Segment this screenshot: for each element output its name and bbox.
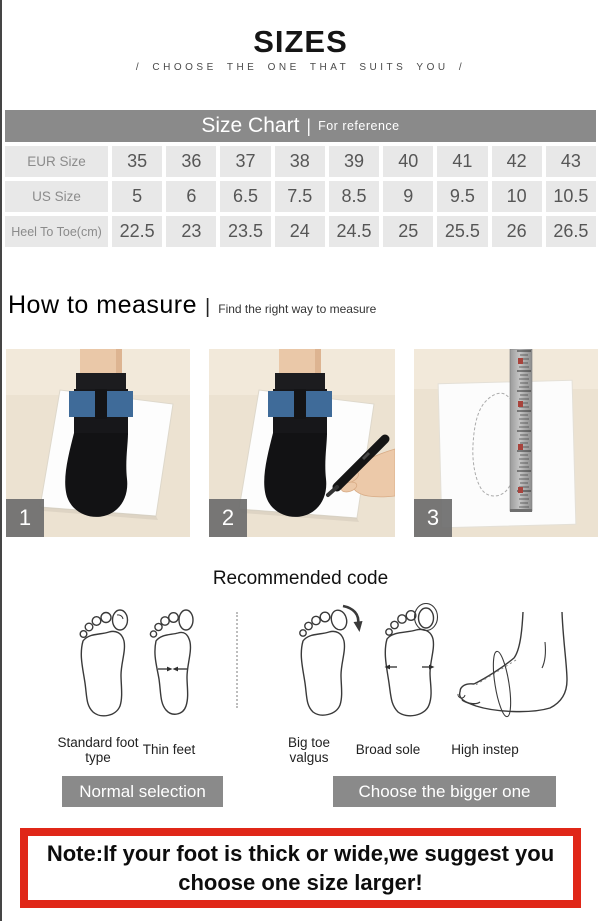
us-size-value: 5 xyxy=(112,181,162,212)
eur-size-value: 38 xyxy=(275,146,325,177)
eur-size-value: 35 xyxy=(112,146,162,177)
how-to-measure-subtitle: Find the right way to measure xyxy=(218,302,377,316)
us-size-value: 8.5 xyxy=(329,181,379,212)
foot-type-label: Thin feet xyxy=(142,742,196,757)
eur-size-value: 36 xyxy=(166,146,216,177)
how-to-measure-title: How to measure xyxy=(8,291,198,319)
page-title: SIZES xyxy=(253,24,348,59)
us-size-value: 10.5 xyxy=(546,181,596,212)
step-number-badge: 3 xyxy=(414,499,452,537)
foot-type-label: Big toe valgus xyxy=(287,735,331,765)
foot-type-label: High instep xyxy=(451,742,519,757)
how-to-measure-divider: | xyxy=(205,296,211,318)
size-note-box xyxy=(20,828,581,908)
heel-toe-value: 24.5 xyxy=(329,216,379,247)
measure-photo-step3 xyxy=(414,349,598,537)
heel-toe-value: 26 xyxy=(492,216,542,247)
size-chart-grid xyxy=(5,146,596,247)
note-line-1: Note:If your foot is thick or wide,we suggest you xyxy=(46,841,555,866)
heel-toe-value: 25.5 xyxy=(437,216,487,247)
choose-bigger-banner: Choose the bigger one xyxy=(333,776,556,807)
thin-feet-icon xyxy=(148,607,198,719)
us-size-value: 9 xyxy=(383,181,433,212)
eur-size-value: 42 xyxy=(492,146,542,177)
normal-selection-banner: Normal selection xyxy=(62,776,223,807)
measure-photo-step2 xyxy=(209,349,395,537)
eur-size-value: 41 xyxy=(437,146,487,177)
standard-foot-icon xyxy=(76,607,134,719)
step-number-badge: 1 xyxy=(6,499,44,537)
us-size-value: 6.5 xyxy=(220,181,270,212)
how-to-measure-heading xyxy=(8,291,376,320)
heel-toe-value: 25 xyxy=(383,216,433,247)
us-size-value: 10 xyxy=(492,181,542,212)
heel-toe-value: 24 xyxy=(275,216,325,247)
foot-type-label: Standard foot type xyxy=(57,735,139,765)
us-size-value: 7.5 xyxy=(275,181,325,212)
foot-type-label: Broad sole xyxy=(355,742,421,757)
heel-toe-value: 26.5 xyxy=(546,216,596,247)
high-instep-icon xyxy=(450,610,590,722)
group-divider xyxy=(236,612,238,708)
size-chart-note: For reference xyxy=(318,119,400,133)
eur-size-value: 43 xyxy=(546,146,596,177)
size-chart-header xyxy=(5,110,596,142)
measure-photo-step1 xyxy=(6,349,190,537)
us-size-value: 6 xyxy=(166,181,216,212)
size-chart xyxy=(5,110,596,247)
eur-size-value: 39 xyxy=(329,146,379,177)
eur-size-value: 40 xyxy=(383,146,433,177)
size-chart-title: Size Chart xyxy=(201,114,300,137)
row-label-us: US Size xyxy=(5,181,108,212)
size-chart-divider: | xyxy=(306,115,312,136)
heel-toe-value: 23 xyxy=(166,216,216,247)
page-subtitle: / CHOOSE THE ONE THAT SUITS YOU / xyxy=(135,62,466,73)
heel-toe-value: 22.5 xyxy=(112,216,162,247)
row-label-heel-toe: Heel To Toe(cm) xyxy=(5,216,108,247)
row-label-eur: EUR Size xyxy=(5,146,108,177)
note-line-2: choose one size larger! xyxy=(178,870,423,895)
eur-size-value: 37 xyxy=(220,146,270,177)
window-edge xyxy=(0,0,2,921)
recommended-code-title: Recommended code xyxy=(212,568,389,589)
broad-sole-icon xyxy=(381,603,443,719)
heel-toe-value: 23.5 xyxy=(220,216,270,247)
big-toe-valgus-icon xyxy=(296,603,368,719)
us-size-value: 9.5 xyxy=(437,181,487,212)
step-number-badge: 2 xyxy=(209,499,247,537)
